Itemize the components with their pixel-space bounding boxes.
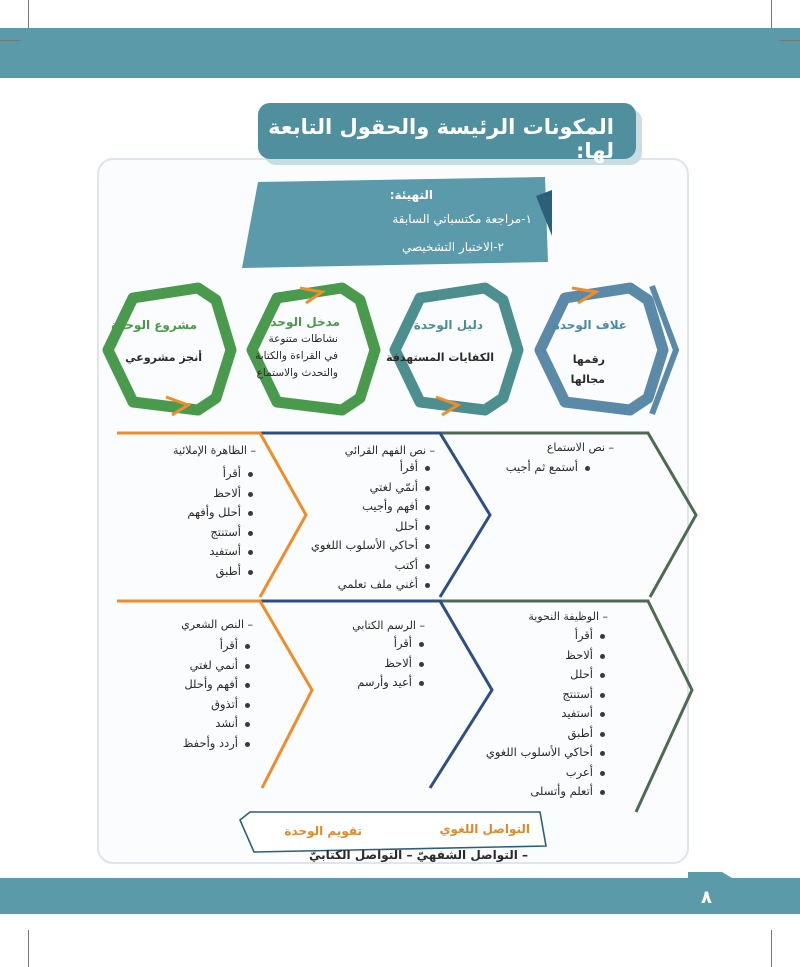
list-item: أستنتج bbox=[486, 685, 607, 705]
field-writing-list bbox=[357, 634, 426, 693]
list-item: أحلل وأفهم bbox=[187, 503, 255, 523]
stage-cover-title: غلاف الوحدة bbox=[552, 318, 627, 332]
list-item: أنمّي لغتي bbox=[311, 478, 432, 498]
field-listening-heading: – نص الاستماع bbox=[546, 441, 614, 454]
list-item: أستفيد bbox=[486, 704, 607, 724]
field-reading-list bbox=[311, 458, 432, 595]
list-item: أفهم وأجيب bbox=[311, 497, 432, 517]
stage-intro-line: والتحدث والاستماع bbox=[256, 367, 338, 379]
list-item: أكتب bbox=[311, 556, 432, 576]
list-item: أستفيد bbox=[187, 542, 255, 562]
warmup-heading: التهيئة: bbox=[389, 188, 433, 202]
field-reading-heading: – نص الفهم القرائي bbox=[344, 444, 435, 457]
list-item: أعيد وأرسم bbox=[357, 673, 426, 693]
list-item: أغني ملف تعلمي bbox=[311, 575, 432, 595]
page-number: ٨ bbox=[701, 887, 712, 908]
list-item: أحلل bbox=[311, 517, 432, 537]
list-item: أتذوق bbox=[183, 695, 252, 715]
warmup-line: ٢-الاختبار التشخيصي bbox=[402, 240, 504, 254]
hexagon-cover bbox=[540, 288, 663, 410]
list-item: أطبق bbox=[486, 724, 607, 744]
field-poetry-heading: – النص الشعري bbox=[181, 618, 253, 631]
list-item: أستنتج bbox=[187, 523, 255, 543]
field-spelling-heading: – الظاهرة الإملائية bbox=[173, 444, 256, 457]
list-item: أقرأ bbox=[486, 626, 607, 646]
list-item: أطبق bbox=[187, 562, 255, 582]
stage-project-line: أنجز مشروعي bbox=[125, 351, 202, 364]
field-poetry-list bbox=[183, 636, 252, 753]
stage-intro-title: مدخل الوحدة bbox=[263, 315, 340, 329]
stage-cover-line: مجالها bbox=[570, 373, 605, 386]
list-item: أردد وأحفظ bbox=[183, 734, 252, 754]
list-item: أقرأ bbox=[183, 636, 252, 656]
field-writing-heading: – الرسم الكتابي bbox=[352, 619, 425, 632]
list-item: أستمع ثم أجيب bbox=[506, 458, 592, 478]
field-listening-list bbox=[506, 458, 592, 478]
list-item: أحلل bbox=[486, 665, 607, 685]
list-item: ألاحظ bbox=[486, 646, 607, 666]
field-grammar-list bbox=[486, 626, 607, 802]
list-item: أقرأ bbox=[357, 634, 426, 654]
list-item: أقرأ bbox=[187, 464, 255, 484]
bottom-evaluation: تقويم الوحدة bbox=[284, 824, 362, 838]
page-title: المكونات الرئيسة والحقول التابعة لها: bbox=[268, 115, 614, 163]
stage-guide-line: الكفايات المستهدفة bbox=[386, 351, 494, 364]
stage-cover-line: رقمها bbox=[572, 353, 605, 366]
list-item: أعرب bbox=[486, 763, 607, 783]
hexagon-intro bbox=[252, 288, 375, 410]
list-item: ألاحظ bbox=[187, 484, 255, 504]
hexagon-guide bbox=[395, 288, 518, 410]
list-item: أنمي لغتي bbox=[183, 656, 252, 676]
field-spelling-list bbox=[187, 464, 255, 581]
list-item: ألاحظ bbox=[357, 654, 426, 674]
stage-intro-line: نشاطات متنوعة bbox=[268, 333, 338, 345]
bottom-detail: – التواصل الشفهيّ – التواصل الكتابيّ bbox=[309, 848, 528, 862]
list-item: أتعلم وأتسلى bbox=[486, 782, 607, 802]
list-item: أحاكي الأسلوب اللغوي bbox=[311, 536, 432, 556]
list-item: أفهم وأحلل bbox=[183, 675, 252, 695]
list-item: أحاكي الأسلوب اللغوي bbox=[486, 743, 607, 763]
stage-intro-line: في القراءة والكتابة bbox=[255, 350, 338, 362]
hexagon-project bbox=[108, 288, 231, 410]
field-grammar-heading: – الوظيفة النحوية bbox=[528, 610, 608, 623]
list-item: أنشد bbox=[183, 714, 252, 734]
list-item: أقرأ bbox=[311, 458, 432, 478]
bottom-communication: التواصل اللغوي bbox=[439, 822, 530, 836]
warmup-line: ١-مراجعة مكتسباتي السابقة bbox=[392, 212, 532, 226]
stage-project-title: مشروع الوحدة bbox=[111, 318, 197, 332]
stage-guide-title: دليل الوحدة bbox=[413, 318, 483, 332]
